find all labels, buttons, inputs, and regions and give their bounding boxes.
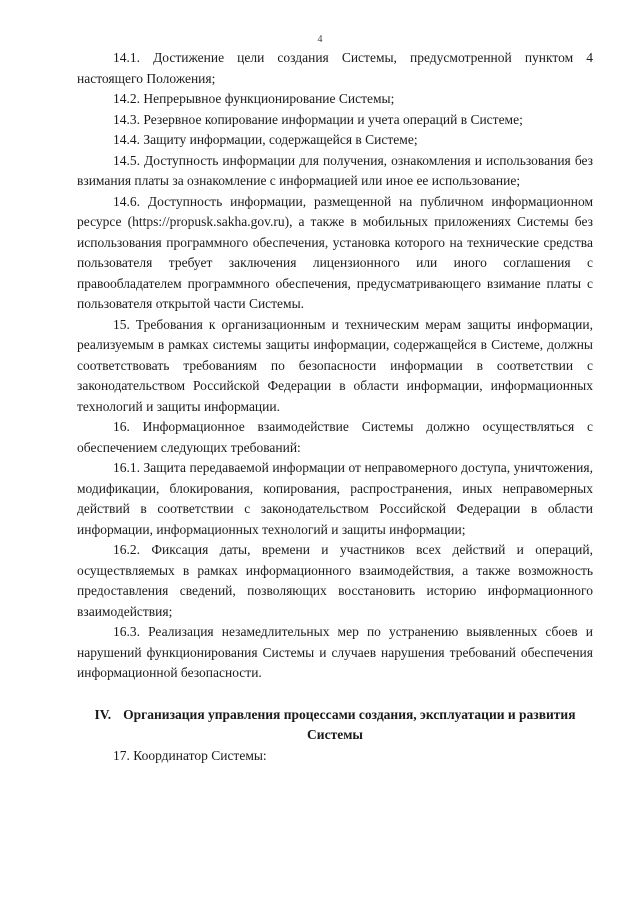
item-14-3: 14.3. Резервное копирование информации и учета операций в Системе; [113,111,523,127]
section-number: IV. [94,706,112,722]
item-14-6: 14.6. Доступность информации, размещенной на публичном информационном ресурсе (https://propusk.sakha.gov.ru), а также в мобильных приложениях Системы без использования программного обеспечения, установка которого на технические средства пользователя требует заключения лицензионного или иного соглашения с правообладателем программного обеспечения, предусматривающего взимание платы с пользователя открытой части Системы. [77,193,593,311]
item-14-1: 14.1. Достижение цели создания Системы, предусмотренной пунктом 4 настоящего Положения; [77,50,593,86]
document-body [77,48,593,766]
item-16-2: 16.2. Фиксация даты, времени и участников всех действий и операций, осуществляемых в рамках информационного взаимодействия, а также возможность предоставления сведений, позволяющих восстановить историю информационного взаимодействия; [77,542,593,619]
section-heading [77,705,593,746]
item-14-2: 14.2. Непрерывное функционирование Системы; [113,91,395,106]
item-14-4: 14.4. Защиту информации, содержащейся в Системе; [113,132,418,147]
item-16: 16. Информационное взаимодействие Системы должно осуществляться с обеспечением следующих требований: [77,419,593,455]
item-15: 15. Требования к организационным и техническим мерам защиты информации, реализуемым в рамках системы защиты информации, содержащейся в Системе, должны соответствовать требованиям по безопасности информации в соответствии с законодательством Российской Федерации в области информации, информационных технологий и защиты информации. [77,316,593,414]
item-14-5: 14.5. Доступность информации для получения, ознакомления и использования без взимания платы за ознакомление с информацией или иное ее использование; [77,152,593,188]
item-16-1: 16.1. Защита передаваемой информации от неправомерного доступа, уничтожения, модификации, блокирования, копирования, распространения, иных неправомерных действий в соответствии с законодательством Российской Федерации в области информации, информационных технологий и защиты информации; [77,460,593,537]
section-title: Организация управления процессами создания, эксплуатации и развития Системы [123,706,576,742]
page-number: 4 [317,34,323,45]
item-17: 17. Координатор Системы: [113,747,267,763]
item-16-3: 16.3. Реализация незамедлительных мер по устранению выявленных сбоев и нарушений функционирования Системы и случаев нарушения требований обеспечения информационной безопасности. [77,624,593,680]
